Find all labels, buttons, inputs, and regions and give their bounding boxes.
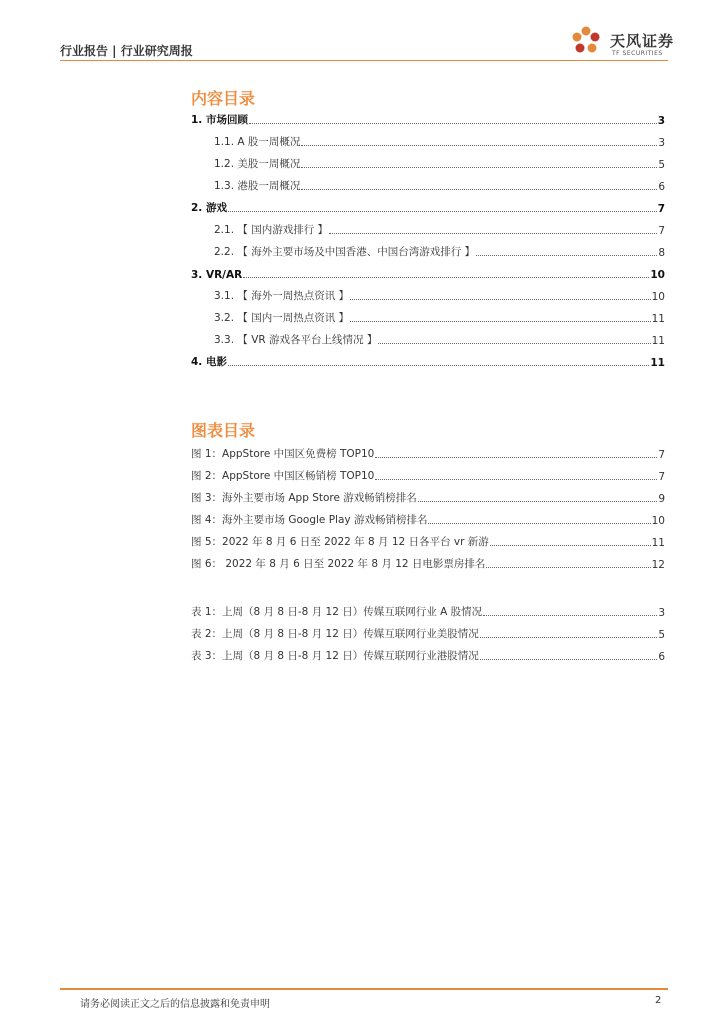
toc-entry-page: 5 — [658, 159, 665, 171]
figure-entry-page: 11 — [651, 537, 665, 549]
page-number: 2 — [655, 995, 662, 1006]
figure-entry-label: 图 5：2022 年 8 月 6 日至 2022 年 8 月 12 日各平台 vr 新游 — [191, 536, 489, 548]
toc-entry[interactable] — [214, 333, 665, 347]
toc-entry[interactable] — [214, 157, 665, 171]
toc-entry[interactable] — [214, 245, 665, 259]
leader-dots — [428, 523, 650, 524]
toc-entry[interactable] — [214, 179, 665, 193]
toc-entry[interactable] — [191, 355, 665, 369]
leader-dots — [486, 567, 650, 568]
leader-dots — [301, 189, 657, 190]
header-divider — [60, 60, 668, 61]
figure-entry-label: 图 4：海外主要市场 Google Play 游戏畅销榜排名 — [191, 514, 428, 526]
figure-entry-label: 图 1：AppStore 中国区免费榜 TOP10 — [191, 448, 375, 460]
leader-dots — [301, 145, 657, 146]
toc-entry-label: 3.2. 【 国内一周热点资讯 】 — [214, 312, 350, 324]
leader-dots — [350, 299, 651, 300]
toc-entry-page: 3 — [657, 115, 665, 127]
toc-entry-label: 2.1. 【 国内游戏排行 】 — [214, 224, 329, 236]
toc-entry-label: 3.1. 【 海外一周热点资讯 】 — [214, 290, 350, 302]
table-entry-label: 表 2：上周（8 月 8 日-8 月 12 日）传媒互联网行业美股情况 — [191, 628, 479, 640]
figure-entry-label: 图 2：AppStore 中国区畅销榜 TOP10 — [191, 470, 375, 482]
table-entry-page: 5 — [658, 629, 665, 641]
footer-divider — [60, 988, 668, 990]
leader-dots — [480, 637, 658, 638]
figure-entry-page: 10 — [651, 515, 665, 527]
figure-entry[interactable] — [191, 535, 665, 549]
toc-entry-page: 8 — [658, 247, 665, 259]
toc-entry[interactable] — [214, 289, 665, 303]
leader-dots — [483, 615, 657, 616]
logo-name: 天风证券 — [610, 32, 675, 50]
figure-entry-page: 7 — [658, 471, 665, 483]
toc-entry-label: 1.3. 港股一周概况 — [214, 180, 301, 192]
toc-entry-page: 3 — [658, 137, 665, 149]
toc-entry-page: 7 — [657, 203, 665, 215]
logo-subtitle: TF SECURITIES — [612, 50, 663, 57]
table-entry[interactable] — [191, 605, 665, 619]
figure-entry-label: 图 6： 2022 年 8 月 6 日至 2022 年 8 月 12 日电影票房排名 — [191, 558, 486, 570]
leader-dots — [301, 167, 657, 168]
leader-dots — [228, 365, 649, 366]
figure-toc-title: 图表目录 — [191, 421, 256, 440]
toc-entry-page: 10 — [650, 269, 665, 281]
figure-entry-page: 9 — [658, 493, 665, 505]
figure-entry-page: 7 — [658, 449, 665, 461]
leader-dots — [476, 255, 657, 256]
toc-entry-label: 1. 市场回顾 — [191, 114, 248, 126]
toc-entry-label: 3.3. 【 VR 游戏各平台上线情况 】 — [214, 334, 378, 346]
leader-dots — [418, 501, 658, 502]
toc-entry-label: 1.1. A 股一周概况 — [214, 136, 301, 148]
figure-entry[interactable] — [191, 513, 665, 527]
figure-entry[interactable] — [191, 469, 665, 483]
toc-entry-page: 11 — [650, 357, 665, 369]
leader-dots — [490, 545, 651, 546]
table-entry-page: 3 — [658, 607, 665, 619]
figure-entry[interactable] — [191, 491, 665, 505]
toc-entry-page: 10 — [651, 291, 665, 303]
leader-dots — [350, 321, 651, 322]
leader-dots — [249, 123, 657, 124]
figure-entry-label: 图 3：海外主要市场 App Store 游戏畅销榜排名 — [191, 492, 417, 504]
figure-entry[interactable] — [191, 447, 665, 461]
table-entry-page: 6 — [658, 651, 665, 663]
toc-entry[interactable] — [191, 201, 665, 215]
leader-dots — [480, 659, 658, 660]
toc-entry[interactable] — [191, 113, 665, 127]
toc-entry-page: 6 — [658, 181, 665, 193]
leader-dots — [375, 479, 657, 480]
table-entry-label: 表 3：上周（8 月 8 日-8 月 12 日）传媒互联网行业港股情况 — [191, 650, 479, 662]
figure-entry-page: 12 — [651, 559, 665, 571]
table-entry-label: 表 1：上周（8 月 8 日-8 月 12 日）传媒互联网行业 A 股情况 — [191, 606, 483, 618]
toc-entry-label: 1.2. 美股一周概况 — [214, 158, 301, 170]
leader-dots — [375, 457, 657, 458]
footer-disclaimer: 请务必阅读正文之后的信息披露和免责申明 — [80, 999, 270, 1010]
toc-entry[interactable] — [214, 311, 665, 325]
content-toc-title: 内容目录 — [191, 89, 256, 108]
toc-entry-page: 7 — [658, 225, 665, 237]
toc-entry-label: 2.2. 【 海外主要市场及中国香港、中国台湾游戏排行 】 — [214, 246, 476, 258]
toc-entry[interactable] — [191, 267, 665, 281]
table-entry[interactable] — [191, 649, 665, 663]
toc-entry[interactable] — [214, 135, 665, 149]
toc-entry-label: 2. 游戏 — [191, 202, 227, 214]
leader-dots — [243, 277, 649, 278]
report-category: 行业报告 | 行业研究周报 — [60, 44, 193, 58]
table-entry[interactable] — [191, 627, 665, 641]
toc-entry[interactable] — [214, 223, 665, 237]
toc-entry-page: 11 — [651, 313, 665, 325]
toc-entry-label: 3. VR/AR — [191, 269, 243, 281]
toc-entry-page: 11 — [651, 335, 665, 347]
toc-entry-label: 4. 电影 — [191, 356, 227, 368]
figure-entry[interactable] — [191, 557, 665, 571]
leader-dots — [228, 211, 657, 212]
leader-dots — [329, 233, 657, 234]
leader-dots — [378, 343, 650, 344]
